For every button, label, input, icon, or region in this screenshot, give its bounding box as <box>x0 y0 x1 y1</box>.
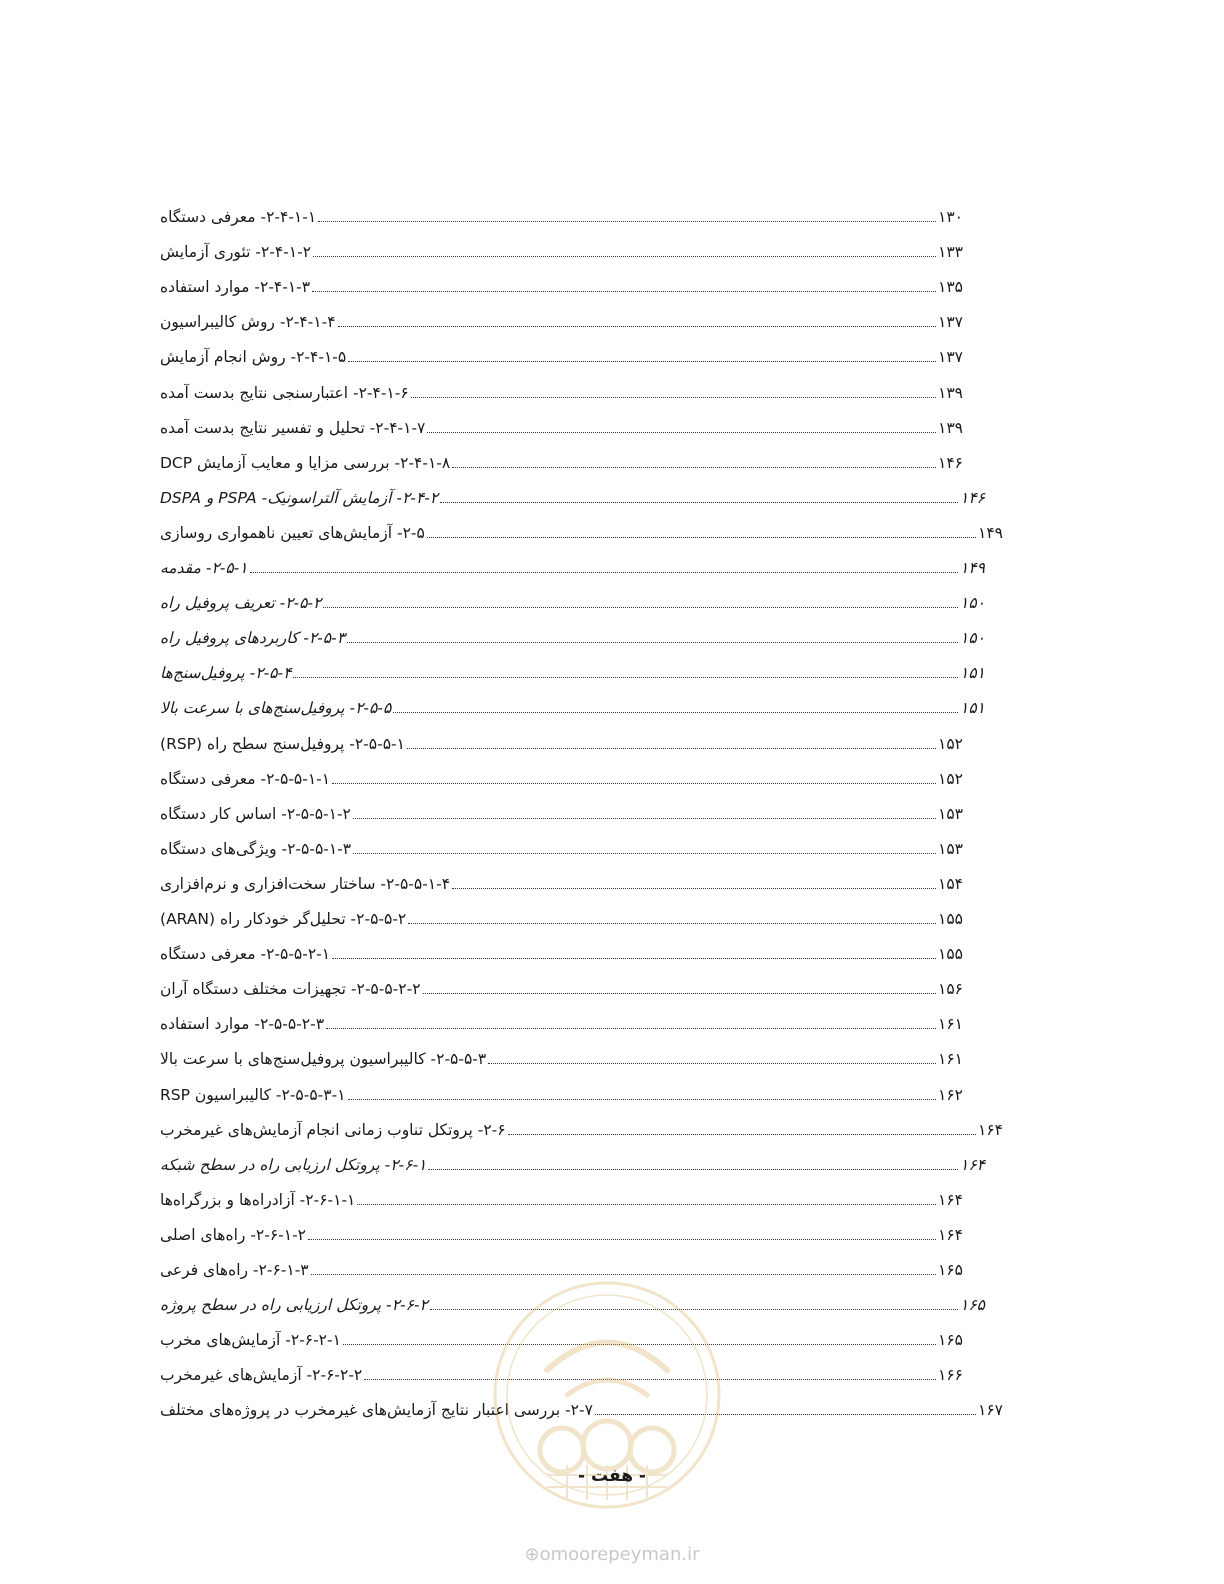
toc-entry-title: ۲-۴-۱-۸- بررسی مزایا و معایب آزمایش DCP <box>160 453 451 472</box>
toc-entry-title: ۲-۶-۲- پروتکل ارزیابی راه در سطح پروژه <box>160 1296 428 1315</box>
toc-entry-page-number: ۱۴۶ <box>938 453 963 472</box>
toc-entry-title: ۲-۵-۵-۱-۱- معرفی دستگاه <box>160 769 331 788</box>
toc-entry-page-number: ۱۴۶ <box>960 488 985 507</box>
toc-entry-page-number: ۱۳۳ <box>938 243 963 262</box>
toc-entry-page-number: ۱۴۹ <box>978 523 1003 542</box>
toc-entry[interactable] <box>158 1039 968 1069</box>
toc-entry-page-number: ۱۵۴ <box>938 874 963 893</box>
toc-entry-page-number: ۱۵۱ <box>960 699 985 718</box>
toc-entry-title: ۲-۶-۲-۱- آزمایش‌های مخرب <box>160 1331 341 1350</box>
toc-entry-title: ۲-۵-۵-۲-۲- تجهیزات مختلف دستگاه آران <box>160 980 421 999</box>
toc-dot-leader <box>293 677 958 678</box>
watermark-url-text: omoorepeyman.ir <box>539 1544 700 1565</box>
toc-entry-title: ۲-۵-۵-۲-۳- موارد استفاده <box>160 1015 325 1034</box>
toc-entry-title: ۲-۵-۱- مقدمه <box>160 559 248 577</box>
toc-entry-page-number: ۱۶۵ <box>938 1331 963 1350</box>
toc-entry[interactable] <box>158 1004 968 1034</box>
toc-entry-title: ۲-۵-۵-۱- پروفیل‌سنج سطح راه (RSP) <box>160 734 405 753</box>
toc-dot-leader <box>357 1204 936 1205</box>
toc-entry[interactable] <box>158 373 968 403</box>
toc-entry-title: ۲-۶-۱- پروتکل ارزیابی راه در سطح شبکه <box>160 1155 427 1174</box>
toc-entry-title: ۲-۷- بررسی اعتبار نتایج آزمایش‌های غیرمخرب در پروژه‌های مختلف <box>160 1401 593 1420</box>
toc-entry-page-number: ۱۳۰ <box>938 208 963 226</box>
toc-entry-title: ۲-۴-۱-۴- روش کالیبراسیون <box>160 313 336 332</box>
watermark-url <box>0 1544 1224 1565</box>
toc-entry[interactable] <box>158 653 990 683</box>
toc-entry-title: ۲-۵-۵-۱-۴- ساختار سخت‌افزاری و نرم‌افزاری <box>160 874 451 893</box>
toc-entry-page-number: ۱۶۱ <box>938 1050 963 1069</box>
toc-dot-leader <box>428 1169 958 1170</box>
toc-entry[interactable] <box>158 1215 968 1245</box>
toc-entry[interactable] <box>158 408 968 438</box>
toc-entry-page-number: ۱۳۵ <box>938 278 963 297</box>
toc-entry-page-number: ۱۶۶ <box>938 1366 963 1385</box>
toc-entry-page-number: ۱۶۴ <box>978 1120 1003 1139</box>
toc-entry[interactable] <box>158 864 968 894</box>
toc-entry-page-number: ۱۴۹ <box>960 559 985 577</box>
watermark-globe-icon: ⊕ <box>524 1544 540 1565</box>
toc-entry-title: ۲-۶-۱-۲- راه‌های اصلی <box>160 1225 306 1244</box>
toc-entry-page-number: ۱۶۱ <box>938 1015 963 1034</box>
toc-dot-leader <box>407 748 936 749</box>
toc-dot-leader <box>312 291 936 292</box>
toc-dot-leader <box>411 397 936 398</box>
toc-entry-page-number: ۱۵۲ <box>938 769 963 788</box>
toc-entry-title: ۲-۶-۲-۲- آزمایش‌های غیرمخرب <box>160 1366 363 1385</box>
toc-entry-title: ۲-۵-۲- تعریف پروفیل راه <box>160 594 322 613</box>
toc-dot-leader <box>347 642 958 643</box>
toc-entry-page-number: ۱۵۵ <box>938 910 963 928</box>
toc-dot-leader <box>353 853 936 854</box>
toc-entry-title: ۲-۶-۱-۱- آزادراه‌ها و بزرگراه‌ها <box>160 1190 356 1209</box>
toc-entry-title: ۲-۵- آزمایش‌های تعیین ناهمواری روسازی <box>160 523 425 542</box>
toc-entry[interactable] <box>158 829 968 859</box>
toc-entry-page-number: ۱۳۹ <box>938 418 963 437</box>
toc-dot-leader <box>423 993 936 994</box>
toc-dot-leader <box>427 537 976 538</box>
toc-entry-page-number: ۱۳۷ <box>938 313 963 332</box>
toc-entry-title: ۲-۴-۱-۶- اعتبارسنجی نتایج بدست آمده <box>160 383 409 402</box>
toc-entry[interactable] <box>158 1075 968 1105</box>
toc-dot-leader <box>313 256 936 257</box>
toc-dot-leader <box>323 607 958 608</box>
toc-entry-page-number: ۱۵۳ <box>938 839 963 858</box>
toc-entry[interactable] <box>158 337 968 367</box>
toc-entry-title: ۲-۵-۵-۱-۲- اساس کار دستگاه <box>160 804 351 823</box>
toc-entry[interactable] <box>158 197 968 227</box>
toc-entry-title: ۲-۴-۱-۲- تئوری آزمایش <box>160 243 312 262</box>
toc-entry-page-number: ۱۳۷ <box>938 348 963 367</box>
toc-entry-page-number: ۱۶۵ <box>938 1261 963 1279</box>
toc-entry[interactable] <box>158 688 990 718</box>
toc-entry-title: ۲-۶- پروتکل تناوب زمانی انجام آزمایش‌های غیرمخرب <box>160 1120 506 1139</box>
toc-entry-page-number: ۱۵۰ <box>960 594 985 613</box>
toc-entry[interactable] <box>158 443 968 473</box>
toc-dot-leader <box>332 783 936 784</box>
page-number-footer: - هفت - <box>578 1466 646 1486</box>
toc-entry[interactable] <box>158 1145 990 1175</box>
toc-dot-leader <box>308 1239 936 1240</box>
toc-entry[interactable] <box>158 548 990 578</box>
toc-dot-leader <box>508 1134 976 1135</box>
toc-entry-title: ۲-۵-۵-۲-۱- معرفی دستگاه <box>160 945 331 964</box>
toc-dot-leader <box>332 958 936 959</box>
toc-entry-title: ۲-۵-۴- پروفیل‌سنج‌ها <box>160 664 292 683</box>
toc-entry-title: ۲-۴-۲- آزمایش آلتراسونیک- PSPA و DSPA <box>160 488 439 507</box>
toc-entry-page-number: ۱۶۷ <box>978 1401 1003 1420</box>
toc-dot-leader <box>353 818 936 819</box>
toc-entry[interactable] <box>158 724 968 754</box>
toc-dot-leader <box>408 923 936 924</box>
toc-entry[interactable] <box>158 899 968 929</box>
toc-dot-leader <box>452 467 936 468</box>
toc-entry-title: ۲-۵-۵-۱-۳- ویژگی‌های دستگاه <box>160 839 352 858</box>
toc-dot-leader <box>452 888 936 889</box>
toc-dot-leader <box>348 361 936 362</box>
toc-dot-leader <box>427 432 936 433</box>
toc-dot-leader <box>338 326 936 327</box>
toc-entry-page-number: ۱۵۰ <box>960 629 985 648</box>
toc-dot-leader <box>318 221 936 222</box>
toc-entry-title: ۲-۴-۱-۷- تحلیل و تفسیر نتایج بدست آمده <box>160 418 426 437</box>
toc-entry[interactable] <box>158 1180 968 1210</box>
toc-entry-page-number: ۱۶۴ <box>938 1190 963 1209</box>
toc-entry[interactable] <box>158 513 1008 543</box>
toc-entry[interactable] <box>158 759 968 789</box>
toc-entry-title: ۲-۴-۱-۱- معرفی دستگاه <box>160 208 317 226</box>
toc-entry[interactable] <box>158 267 968 297</box>
toc-dot-leader <box>326 1028 936 1029</box>
toc-entry-page-number: ۱۶۲ <box>938 1085 963 1104</box>
toc-entry-title: ۲-۵-۵-۳- کالیبراسیون پروفیل‌سنج‌های با سرعت بالا <box>160 1050 487 1069</box>
toc-dot-leader <box>393 712 958 713</box>
toc-dot-leader <box>348 1099 936 1100</box>
toc-entry-title: ۲-۵-۵-۲- تحلیل‌گر خودکار راه (ARAN) <box>160 910 407 928</box>
toc-dot-leader <box>250 572 958 573</box>
toc-entry-title: ۲-۵-۳- کاربردهای پروفیل راه <box>160 629 346 648</box>
toc-entry[interactable] <box>158 583 990 613</box>
toc-entry-page-number: ۱۵۳ <box>938 804 963 823</box>
toc-entry-page-number: ۱۳۹ <box>938 383 963 402</box>
toc-entry[interactable] <box>158 794 968 824</box>
toc-entry[interactable] <box>158 1110 1008 1140</box>
toc-entry-page-number: ۱۵۱ <box>960 664 985 683</box>
toc-entry-page-number: ۱۵۵ <box>938 945 963 964</box>
toc-entry-page-number: ۱۶۴ <box>960 1155 985 1174</box>
toc-dot-leader <box>488 1063 936 1064</box>
toc-entry-title: ۲-۵-۵- پروفیل‌سنج‌های با سرعت بالا <box>160 699 392 718</box>
toc-entry[interactable] <box>158 232 968 262</box>
toc-entry[interactable] <box>158 934 968 964</box>
toc-entry[interactable] <box>158 618 990 648</box>
toc-entry[interactable] <box>158 478 990 508</box>
toc-entry-page-number: ۱۶۵ <box>960 1296 985 1315</box>
toc-entry-page-number: ۱۵۲ <box>938 734 963 753</box>
toc-entry[interactable] <box>158 969 968 999</box>
toc-entry-title: ۲-۴-۱-۳- موارد استفاده <box>160 278 311 297</box>
toc-dot-leader <box>440 502 958 503</box>
toc-entry-title: ۲-۵-۵-۳-۱- کالیبراسیون RSP <box>160 1085 346 1104</box>
toc-entry-title: ۲-۴-۱-۵- روش انجام آزمایش <box>160 348 347 367</box>
toc-entry[interactable] <box>158 302 968 332</box>
toc-entry-page-number: ۱۵۶ <box>938 980 963 999</box>
toc-entry-page-number: ۱۶۴ <box>938 1225 963 1244</box>
toc-entry-title: ۲-۶-۱-۳- راه‌های فرعی <box>160 1261 309 1279</box>
